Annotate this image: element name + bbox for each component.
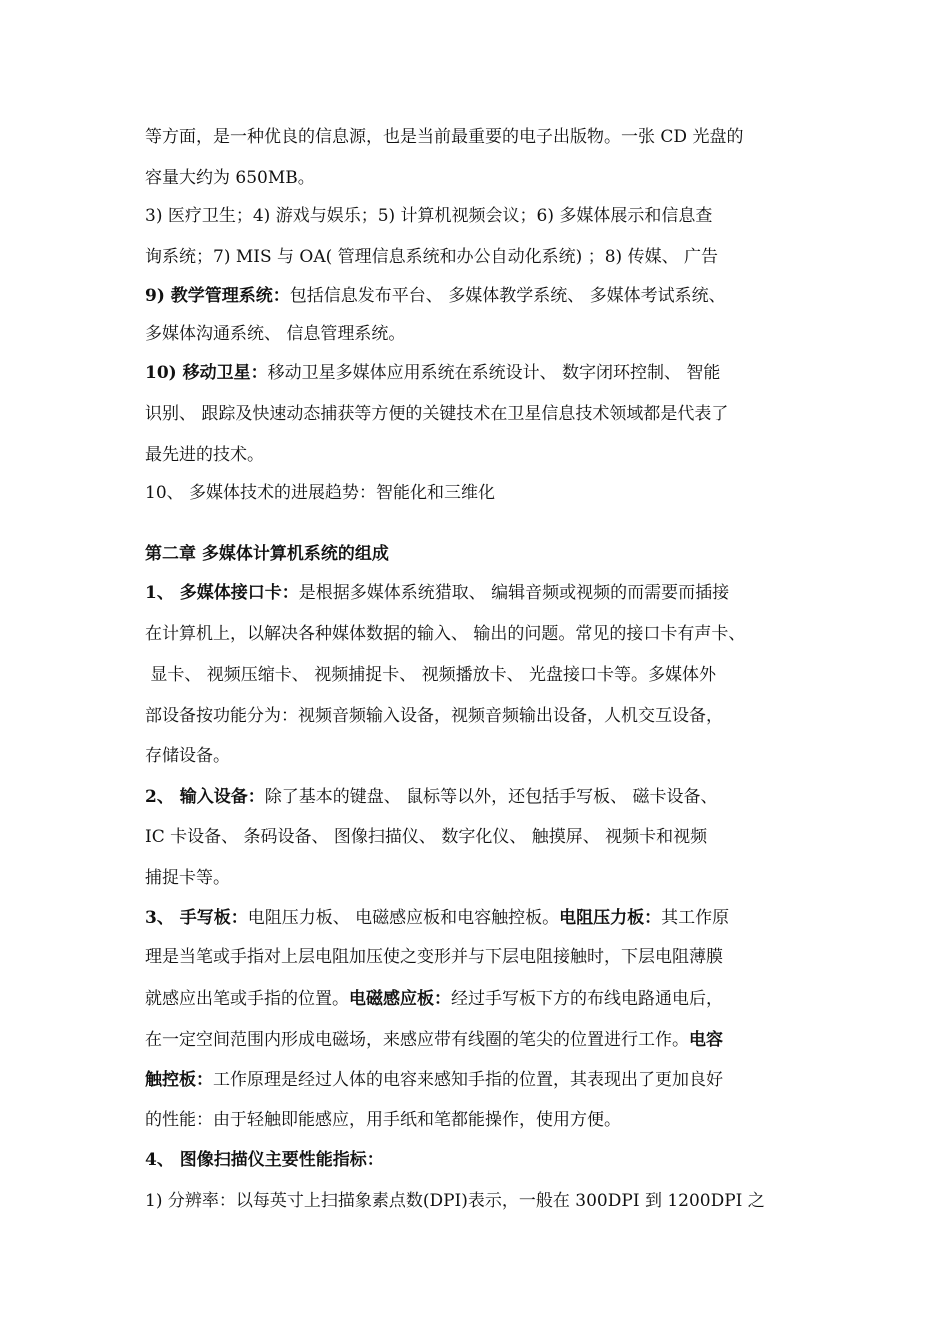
text-line: 的性能：由于轻触即能感应，用手纸和笔都能操作，使用方便。 — [145, 1110, 621, 1130]
text-line: 等方面，是一种优良的信息源，也是当前最重要的电子出版物。一张 CD 光盘的 — [145, 127, 744, 147]
text-line: 容量大约为 650MB。 — [145, 168, 315, 188]
text-line: 2、 输入设备：除了基本的键盘、 鼠标等以外，还包括手写板、 磁卡设备、 — [145, 787, 718, 807]
text-line: 1) 分辨率：以每英寸上扫描象素点数(DPI)表示，一般在 300DPI 到 1200DPI 之 — [145, 1191, 765, 1211]
text-line: 询系统；7) MIS 与 OA( 管理信息系统和办公自动化系统) ；8) 传媒、 广告 — [145, 247, 718, 267]
text-line: 触控板：工作原理是经过人体的电容来感知手指的位置，其表现出了更加良好 — [145, 1070, 723, 1090]
term-heading: 电容 — [689, 1030, 723, 1050]
text-line: 3) 医疗卫生；4) 游戏与娱乐；5) 计算机视频会议；6) 多媒体展示和信息查 — [145, 206, 713, 226]
term-heading: 10) 移动卫星： — [145, 363, 268, 383]
section-heading: 4、 图像扫描仪主要性能指标： — [145, 1150, 384, 1170]
term-heading: 触控板： — [145, 1070, 213, 1090]
term-heading: 9) 教学管理系统： — [145, 286, 290, 306]
term-heading: 1、 多媒体接口卡： — [145, 583, 299, 603]
text-line: 就感应出笔或手指的位置。电磁感应板：经过手写板下方的布线电路通电后， — [145, 989, 723, 1009]
term-heading: 电磁感应板： — [349, 989, 451, 1009]
term-heading: 电阻压力板： — [559, 908, 662, 928]
text-line: 10) 移动卫星：移动卫星多媒体应用系统在系统设计、 数字闭环控制、 智能 — [145, 363, 721, 383]
text-line: 捕捉卡等。 — [145, 868, 230, 888]
term-heading: 3、 手写板： — [145, 908, 248, 928]
text-line: 理是当笔或手指对上层电阻加压使之变形并与下层电阻接触时，下层电阻薄膜 — [145, 947, 723, 967]
text-line: 多媒体沟通系统、 信息管理系统。 — [145, 324, 406, 344]
text-line: 最先进的技术。 — [145, 445, 264, 465]
text-line: 10、 多媒体技术的进展趋势：智能化和三维化 — [145, 483, 496, 503]
text-line: 在一定空间范围内形成电磁场，来感应带有线圈的笔尖的位置进行工作。电容 — [145, 1030, 723, 1050]
text-line: 3、 手写板：电阻压力板、 电磁感应板和电容触控板。电阻压力板：其工作原 — [145, 908, 730, 928]
text-line: 部设备按功能分为：视频音频输入设备，视频音频输出设备，人机交互设备， — [145, 706, 723, 726]
text-line: 显卡、 视频压缩卡、 视频捕捉卡、 视频播放卡、 光盘接口卡等。多媒体外 — [145, 665, 717, 685]
text-line — [145, 1149, 384, 1171]
chapter-title: 第二章 多媒体计算机系统的组成 — [145, 544, 389, 564]
text-line: 识别、 跟踪及快速动态捕获等方便的关键技术在卫星信息技术领域都是代表了 — [145, 404, 729, 424]
text-line: 存储设备。 — [145, 746, 230, 766]
text-line: 在计算机上，以解决各种媒体数据的输入、 输出的问题。常见的接口卡有声卡、 — [145, 624, 746, 644]
term-heading: 2、 输入设备： — [145, 787, 265, 807]
text-line: 1、 多媒体接口卡：是根据多媒体系统猎取、 编辑音频或视频的而需要而插接 — [145, 583, 730, 603]
text-line: 9) 教学管理系统：包括信息发布平台、 多媒体教学系统、 多媒体考试系统、 — [145, 286, 726, 306]
text-line: IC 卡设备、 条码设备、 图像扫描仪、 数字化仪、 触摸屏、 视频卡和视频 — [145, 827, 708, 847]
